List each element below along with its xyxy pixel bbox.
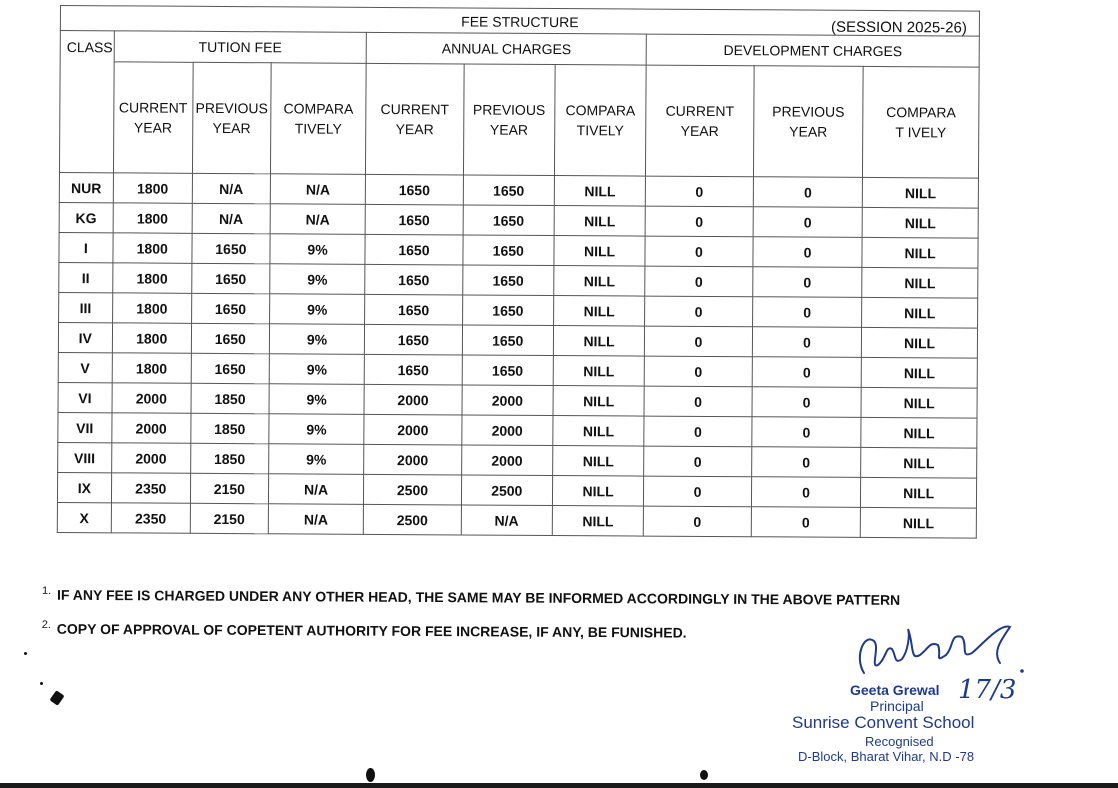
subheader-cell — [366, 63, 464, 175]
class-cell: KG — [59, 202, 113, 232]
fee-cell: NILL — [861, 357, 977, 388]
fee-cell: 0 — [645, 296, 753, 327]
fee-cell: 1650 — [463, 235, 554, 266]
group-annual-charges: ANNUAL CHARGES — [366, 32, 646, 65]
subheader-label: PREVIOUS YEAR — [772, 103, 845, 140]
fee-cell: 1800 — [112, 353, 191, 383]
fee-cell: 0 — [644, 356, 752, 387]
fee-cell: 1800 — [113, 233, 192, 263]
fee-cell: N/A — [192, 173, 270, 203]
fee-cell: NILL — [553, 416, 644, 447]
fee-cell: 9% — [269, 354, 365, 385]
class-cell: IX — [57, 472, 111, 502]
fee-cell: NILL — [861, 447, 977, 478]
subheader-label: COMPARAT IVELY — [886, 104, 956, 141]
note-text: IF ANY FEE IS CHARGED UNDER ANY OTHER HEAD, THE SAME MAY BE INFORMED ACCORDINGLY IN THE ABOVE PATTERN — [56, 586, 901, 608]
fee-cell: 1650 — [364, 354, 462, 385]
notes — [42, 585, 901, 658]
fee-cell: 1800 — [112, 263, 191, 293]
fee-cell: 2000 — [461, 445, 552, 476]
fee-cell: 2500 — [364, 474, 462, 505]
fee-cell: NILL — [552, 476, 643, 507]
class-cell: V — [58, 352, 112, 382]
subheader-cell — [463, 64, 555, 176]
fee-cell: 1650 — [463, 175, 554, 206]
fee-cell: 2350 — [111, 473, 190, 503]
fee-cell: 0 — [753, 237, 863, 268]
fee-cell: 2000 — [364, 414, 462, 445]
fee-cell: 1850 — [190, 443, 268, 473]
fee-cell: N/A — [270, 174, 366, 205]
fee-cell: 9% — [269, 384, 365, 415]
fee-cell: 1650 — [365, 324, 463, 355]
fee-cell: 1650 — [191, 293, 269, 323]
fee-cell: 9% — [269, 444, 365, 475]
fee-cell: 1650 — [365, 204, 463, 235]
subheader-cell — [753, 66, 863, 178]
fee-cell: 0 — [752, 297, 862, 328]
fee-cell: 1650 — [192, 233, 270, 263]
fee-cell: 2500 — [461, 475, 552, 506]
class-cell: I — [59, 232, 113, 262]
signatory-role: Principal — [870, 698, 924, 714]
fee-cell: 0 — [646, 176, 754, 207]
fee-cell: 0 — [644, 476, 752, 507]
fee-cell: 2000 — [111, 443, 190, 473]
class-cell: NUR — [59, 172, 113, 202]
group-tution-fee: TUTION FEE — [114, 31, 367, 64]
table-title: FEE STRUCTURE — [461, 13, 579, 31]
subheader-label: CURRENT YEAR — [380, 100, 450, 138]
fee-cell: 0 — [753, 207, 863, 238]
fee-rows — [57, 172, 978, 538]
fee-cell: 0 — [753, 177, 863, 208]
fee-cell: 1650 — [191, 323, 269, 353]
fee-cell: 9% — [269, 294, 365, 325]
fee-cell: NILL — [553, 326, 644, 357]
fee-cell: 9% — [269, 414, 365, 445]
subheader-cell — [646, 65, 754, 177]
note-text: COPY OF APPROVAL OF COPETENT AUTHORITY FOR FEE INCREASE, IF ANY, BE FUNISHED. — [56, 620, 687, 641]
fee-cell: 2150 — [190, 503, 268, 533]
fee-cell: NILL — [553, 386, 644, 417]
fee-cell: 0 — [752, 327, 862, 358]
fee-cell: 2000 — [461, 415, 552, 446]
fee-cell: NILL — [554, 206, 645, 237]
subheader-cell — [270, 63, 366, 175]
fee-structure-table — [57, 5, 980, 539]
scan-speck — [366, 768, 375, 782]
fee-cell: 0 — [752, 267, 862, 298]
fee-cell: 1650 — [462, 325, 553, 356]
note-number: 1. — [41, 585, 52, 598]
subheader-label: COMPARA TIVELY — [565, 102, 636, 139]
subheader-label: CURRENT YEAR — [118, 99, 188, 136]
fee-cell: 0 — [645, 236, 753, 267]
fee-cell: 1650 — [191, 353, 269, 383]
signatory-name: Geeta Grewal — [850, 682, 940, 698]
fee-cell: 2000 — [462, 385, 553, 416]
fee-cell: NILL — [553, 296, 644, 327]
principal-stamp — [780, 615, 1040, 775]
fee-cell: NILL — [553, 446, 644, 477]
class-cell: III — [59, 292, 113, 322]
fee-cell: 1650 — [366, 174, 464, 205]
table-row — [57, 502, 976, 538]
session-label: (SESSION 2025-26) — [830, 18, 967, 37]
fee-cell: 1850 — [191, 413, 269, 443]
fee-cell: NILL — [862, 327, 978, 358]
fee-cell: 1650 — [365, 264, 463, 295]
fee-cell: 0 — [751, 447, 861, 478]
fee-cell: 1650 — [463, 205, 554, 236]
class-cell: VII — [58, 412, 112, 442]
school-address: D-Block, Bharat Vihar, N.D -78 — [798, 749, 975, 764]
scan-edge — [0, 783, 1118, 788]
class-cell: X — [57, 502, 111, 532]
note-2 — [42, 619, 900, 642]
scan-speck — [40, 682, 43, 685]
fee-cell: 0 — [645, 206, 753, 237]
fee-cell: NILL — [861, 417, 977, 448]
fee-cell: NILL — [862, 267, 978, 298]
fee-cell: 0 — [644, 386, 752, 417]
fee-cell: 0 — [643, 506, 751, 537]
subheader-row — [59, 62, 979, 179]
fee-cell: 1650 — [462, 295, 553, 326]
class-header: CLASS — [59, 31, 114, 173]
fee-cell: 0 — [645, 326, 753, 357]
fee-cell: 0 — [644, 416, 752, 447]
subheader-cell — [863, 66, 979, 178]
subheader-cell — [192, 62, 271, 173]
fee-cell: 2000 — [364, 384, 462, 415]
fee-cell: 9% — [270, 234, 366, 265]
fee-cell: 1800 — [113, 203, 192, 233]
subheader-label: PREVIOUS YEAR — [472, 101, 546, 138]
fee-cell: NILL — [861, 387, 977, 418]
fee-cell: 1650 — [462, 265, 553, 296]
fee-cell: 0 — [752, 387, 862, 418]
fee-cell: NILL — [862, 297, 978, 328]
fee-cell: 9% — [270, 264, 366, 295]
fee-cell: 1650 — [365, 234, 463, 265]
fee-cell: 1800 — [112, 293, 191, 323]
fee-cell: 1650 — [462, 355, 553, 386]
fee-cell: NILL — [861, 477, 977, 508]
fee-cell: 0 — [644, 446, 752, 477]
class-cell: IV — [58, 322, 112, 352]
fee-cell: 2000 — [112, 383, 191, 413]
fee-cell: 2500 — [364, 504, 462, 535]
note-number: 2. — [41, 618, 51, 631]
class-cell: II — [59, 262, 113, 292]
subheader-cell — [554, 65, 646, 177]
fee-cell: NILL — [552, 506, 643, 537]
fee-cell: N/A — [268, 474, 364, 505]
fee-cell: 1650 — [192, 263, 270, 293]
fee-cell: N/A — [192, 203, 270, 233]
fee-cell: 2000 — [364, 444, 462, 475]
fee-cell: NILL — [554, 236, 645, 267]
fee-cell: N/A — [270, 204, 366, 235]
class-cell: VI — [58, 382, 112, 412]
fee-cell: 9% — [269, 324, 365, 355]
fee-cell: 2000 — [111, 413, 190, 443]
fee-cell: NILL — [863, 177, 979, 208]
fee-cell: NILL — [862, 237, 978, 268]
signature-date: 17/3 — [958, 675, 1017, 705]
fee-cell: NILL — [862, 207, 978, 238]
fee-cell: NILL — [554, 176, 645, 207]
recognition-status: Recognised — [865, 734, 934, 749]
fee-cell: 0 — [752, 357, 862, 388]
fee-cell: 0 — [752, 417, 862, 448]
fee-cell: 1650 — [365, 294, 463, 325]
note-1 — [42, 585, 900, 608]
subheader-label: PREVIOUS YEAR — [195, 99, 268, 137]
fee-cell: NILL — [554, 266, 645, 297]
fee-cell: 1800 — [113, 173, 192, 203]
scan-speck — [700, 770, 708, 780]
group-development-charges: DEVELOPMENT CHARGES — [646, 34, 979, 67]
scan-speck — [49, 690, 64, 706]
fee-cell: N/A — [268, 504, 364, 535]
subheader-cell — [113, 62, 193, 173]
fee-cell: 0 — [645, 266, 753, 297]
fee-cell: 1800 — [112, 323, 191, 353]
school-name: Sunrise Convent School — [792, 713, 975, 732]
subheader-label: CURRENT YEAR — [665, 102, 735, 140]
subheader-label: COMPARA TIVELY — [283, 100, 354, 137]
fee-cell: 1850 — [191, 383, 269, 413]
fee-cell: NILL — [861, 507, 977, 538]
fee-cell: 0 — [751, 507, 861, 538]
fee-cell: N/A — [461, 505, 552, 536]
fee-cell: 0 — [751, 477, 861, 508]
scan-speck — [24, 652, 27, 655]
fee-cell: NILL — [553, 356, 644, 387]
fee-cell: 2350 — [111, 503, 190, 533]
class-cell: VIII — [58, 442, 112, 472]
fee-cell: 2150 — [190, 473, 268, 503]
